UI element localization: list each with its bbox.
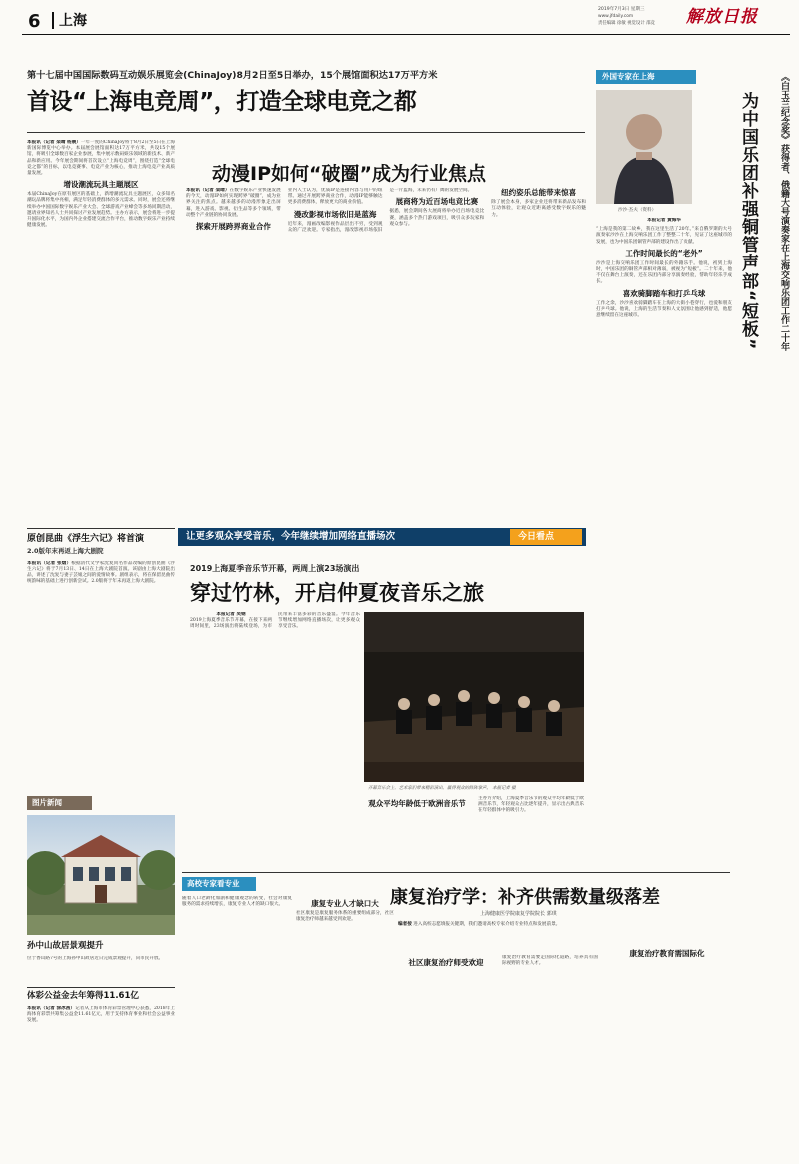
anime-story-subhead-4: 纽约姿乐总能带来惊喜	[501, 188, 577, 197]
editors: 责任编辑 徐敏 视觉设计 邵竞	[598, 21, 655, 26]
anime-story-paragraph-2: 业内人士认为，优质IP是连接内容与用户的纽带。通过开展跨界商业合作，动漫IP能够触达更多消费群体，释放更大的商业价值。	[287, 188, 383, 206]
health-story-intro	[398, 922, 598, 950]
news-photo-label	[27, 796, 92, 810]
newspaper-logo: 解放日报	[686, 7, 758, 27]
music-story-headline: 穿过竹林，开启仲夏夜音乐之旅	[190, 581, 484, 605]
website: www.jfdaily.com	[598, 14, 634, 19]
portrait-illustration	[596, 90, 692, 204]
concert-photo	[364, 612, 584, 782]
health-story-subhead-3: 康复治疗教育需国际化	[629, 949, 705, 958]
top-story-kicker: 第十七届中国国际数码互动娱乐展览会(ChinaJoy)8月2日至5日举办，15个展馆面积达17万平方米	[27, 70, 438, 81]
health-story-subhead-1: 康复专业人才缺口大	[311, 899, 379, 908]
top-story-rule	[27, 132, 585, 133]
classic-story-subtitle: 2.0版年末再返上海大剧院	[27, 547, 104, 556]
top-story-paragraph-2: 本届ChinaJoy在原有展区的基础上，新增潮流玩具主题展区，众多知名潮玩品牌将集中亮相，满足年轻消费群体的多元需求。同时，展会还将继续举办中国国际数字娱乐产业大会、全球游戏产业峰会等多场同期活动，邀请业界知名人士共同探讨产业发展趋势。主办方表示，展会将进一步提升国际化水平，为国内外企业搭建交流合作平台，推动数字娱乐产业持续健康发展。	[27, 192, 175, 229]
sidebar-label-text: 外国专家在上海	[602, 72, 655, 81]
health-story-body-far-right	[602, 946, 732, 1156]
concert-photo-caption: 开幕音乐会上，艺术家们带来精彩演出，赢得观众的阵阵掌声。 本报记者 摄	[368, 786, 516, 791]
news-photo-caption: 孙中山故居景观提升	[27, 941, 104, 951]
anime-story-paragraph-1: 在数字娱乐产业快速发展的今天，动漫IP如何实现跨界“破圈”，成为业界关注的焦点。越来越多的动漫形象走出屏幕，进入游戏、影视、衍生品等多个领域，带动整个产业链的协同发展。	[186, 188, 281, 218]
health-story-body-mid	[296, 896, 394, 1156]
sidebar-paragraph-1: “上海是我的第二故乡，我在这里生活了20年。”来自俄罗斯的大号演奏家沙沙在上海交响乐团工作了整整二十年，见证了这座城市的发展，也为中国乐团铜管声部的建设作出了贡献。	[596, 227, 732, 245]
sidebar-photo	[596, 90, 692, 204]
issue-date: 2019年7月3日 星期三	[598, 7, 645, 12]
music-banner-tag	[510, 529, 582, 545]
section-title: 上海	[59, 13, 87, 29]
music-story-paragraph-1: 2019上海夏季音乐节开幕，在接下来两周时间里，23场演出将陆续登场，为市民带来丰富多彩的音乐盛宴。今年音乐节继续增加网络直播场次，让更多观众享受音乐。	[190, 612, 360, 630]
concert-illustration	[364, 612, 584, 782]
anime-story-byline: 本报讯（记者 栾晴）	[186, 188, 230, 193]
health-story-headline: 康复治疗学：补齐供需数量级落差	[390, 887, 660, 908]
sidebar-paragraph-3: 工作之余，沙沙喜欢骑脚踏车在上海的大街小巷穿行，也爱和朋友打乒乓球。他说，上海的生活节奏和人文氛围让他感到舒适，他愿意继续留在这座城市。	[596, 300, 732, 319]
top-story-body	[27, 140, 175, 526]
sidebar-photo-caption: 沙沙·杰夫（资料）	[618, 208, 657, 213]
sidebar-subhead-1: 工作时间最长的“老外”	[625, 248, 703, 258]
health-story-body-right	[398, 955, 598, 1155]
sidebar-headline: 为中国乐团补强铜管声部“短板”	[738, 92, 758, 351]
health-story-byline: 上海健康医学院康复学院院长 郭琪	[480, 911, 557, 917]
health-story-body-left	[182, 896, 292, 1156]
pension-story-body	[27, 1006, 175, 1156]
masthead-rule	[22, 34, 790, 35]
top-story-subhead: 增设潮流玩具主题展区	[63, 180, 139, 190]
music-banner-text: 让更多观众享受音乐，今年继续增加网络直播场次	[186, 531, 396, 542]
music-story-subhead: 观众平均年龄低于欧洲音乐节	[368, 799, 466, 808]
pension-story-headline: 体彩公益金去年筹得11.61亿	[27, 991, 139, 1001]
classic-story	[27, 533, 175, 793]
music-story-byline: 本报记者 吴钢	[216, 612, 246, 617]
sidebar-byline: 本报记者 黄海华	[647, 218, 681, 223]
health-story-subhead-2: 社区康复治疗师受欢迎	[408, 958, 484, 967]
anime-story-body	[186, 188, 586, 526]
pension-story-byline: 本报讯（记者 涂冰茜）	[27, 1006, 76, 1011]
masthead	[6, 4, 793, 34]
health-story-lead: 随着人口老龄化加剧和健康观念的转变，社会对康复服务的需求持续增长，康复专业人才的缺口很大。	[182, 896, 292, 908]
sidebar-body	[596, 218, 732, 806]
sidebar-deck: 《白玉兰纪念奖》获得者、俄籍大号演奏家在上海交响乐团工作二十年	[779, 72, 789, 351]
top-story-byline: 本报讯（记者 栾晴 杨晨）	[27, 140, 81, 145]
music-story-kicker: 2019上海夏季音乐节开幕，两周上演23场演出	[190, 564, 360, 573]
top-story	[27, 70, 587, 130]
section-divider	[52, 12, 54, 29]
top-story-paragraph-1: 一年一度的ChinaJoy将于8月2日至5日在上海新国际博览中心举办。本届展会展馆面积达17万平方米，共设15个展馆，将吸引全球数百家企业参展，集中展示数码娱乐领域的新技术、新产品和新应用。今年展会期间将首次设立“上海电竞周”，围绕打造“全球电竞之都”的目标，以电竞赛事、电竞产业为核心，推动上海电竞产业高质量发展。	[27, 140, 175, 176]
left-column-rule-1	[27, 528, 175, 529]
residence-illustration	[27, 815, 175, 935]
sidebar-paragraph-2: 沙沙是上海交响乐团工作时间最长的外籍乐手。他说，初到上海时，中国乐团的铜管声部相对薄弱，被视为“短板”。二十年来，他不仅在舞台上演奏，还在乐团内部分享演奏经验，帮助年轻乐手成长。	[596, 260, 732, 285]
sidebar-subhead-2: 喜欢骑脚踏车和打乒乓球	[622, 288, 706, 298]
left-column-rule-2	[27, 987, 175, 988]
news-photo-label-text: 图片新闻	[32, 798, 62, 807]
music-story-body-right	[364, 796, 584, 866]
anime-story-subhead-2: 漫改影视市场依旧是蓝海	[293, 209, 377, 219]
health-story-paragraph-2: 康复治疗教育需要走国际化道路，培养具有国际视野的专业人才。	[502, 955, 598, 967]
health-story-intro-label: 编者按	[398, 922, 412, 927]
pension-story-paragraph: 记者从上海市体育彩票管理中心获悉，2018年上海体育彩票共筹集公益金11.61亿元，用于支持体育事业和社会公益事业发展。	[27, 1006, 175, 1024]
page-number: 6	[28, 11, 41, 32]
health-story-intro-text: 进入高校志愿填报关键期，我们邀请高校专家介绍专业特点和发展前景。	[413, 922, 561, 927]
health-story-rule	[182, 872, 730, 873]
health-story-label	[182, 877, 256, 891]
music-banner-tag-text: 今日看点	[518, 532, 555, 542]
health-story-label-text: 高校专家看专业	[187, 879, 240, 888]
anime-story-paragraph-4: 据悉，展会期间各大展商将举办近百场电竞比赛，涵盖多个热门游戏项目，吸引众多玩家和观众参与。	[389, 209, 485, 227]
sidebar-label	[596, 70, 696, 84]
classic-story-body: 根据清代文学家沈复同名作品改编的原创昆曲《浮生六记》将于7月13日、14日在上海大剧院首演。该剧由上海大剧院出品，讲述了沈复与妻子芸娘之间的爱情故事。剧组表示，将在保留昆曲传统韵味的基础上进行创新尝试。2.0版将于年末再返上海大剧院。	[27, 560, 175, 585]
music-story-paragraph-2: 主办方介绍，上海夏季音乐节的观众平均年龄低于欧洲音乐节，年轻观众占比逐年提升，显示出古典音乐在年轻群体中的吸引力。	[478, 796, 584, 814]
news-photo	[27, 815, 175, 935]
music-story-body-left	[190, 612, 360, 802]
anime-story-paragraph-5: 除了展会本身，多家企业还将带来新品发布和互动体验，让观众近距离感受数字娱乐的魅力。	[491, 200, 586, 218]
classic-story-headline: 原创昆曲《浮生六记》将首演	[27, 534, 145, 544]
top-story-headline: 首设“上海电竞周”，打造全球电竞之都	[27, 89, 417, 116]
anime-story-subhead-3: 展商将为近百场电竞比赛	[395, 197, 479, 207]
anime-story-headline: 动漫IP如何“破圈”成为行业焦点	[212, 163, 486, 185]
anime-story-subhead-1: 探索开展跨界商业合作	[195, 221, 271, 231]
classic-story-byline: 本报讯（记者 张熠）	[27, 560, 72, 566]
news-photo-caption-body: 位于香山路7号的上海孙中山故居近日完成景观提升，向市民开放。	[27, 956, 164, 961]
health-story-paragraph-1: 社区康复是康复服务体系的重要组成部分，社区康复治疗师越来越受到欢迎。	[296, 911, 394, 923]
anime-story-paragraph-3: 近年来，漫画改编影视作品层出不穷，受到观众的广泛欢迎。专家指出，漫改影视市场依旧是一片蓝海，未来仍有广阔的发展空间。	[287, 188, 473, 233]
